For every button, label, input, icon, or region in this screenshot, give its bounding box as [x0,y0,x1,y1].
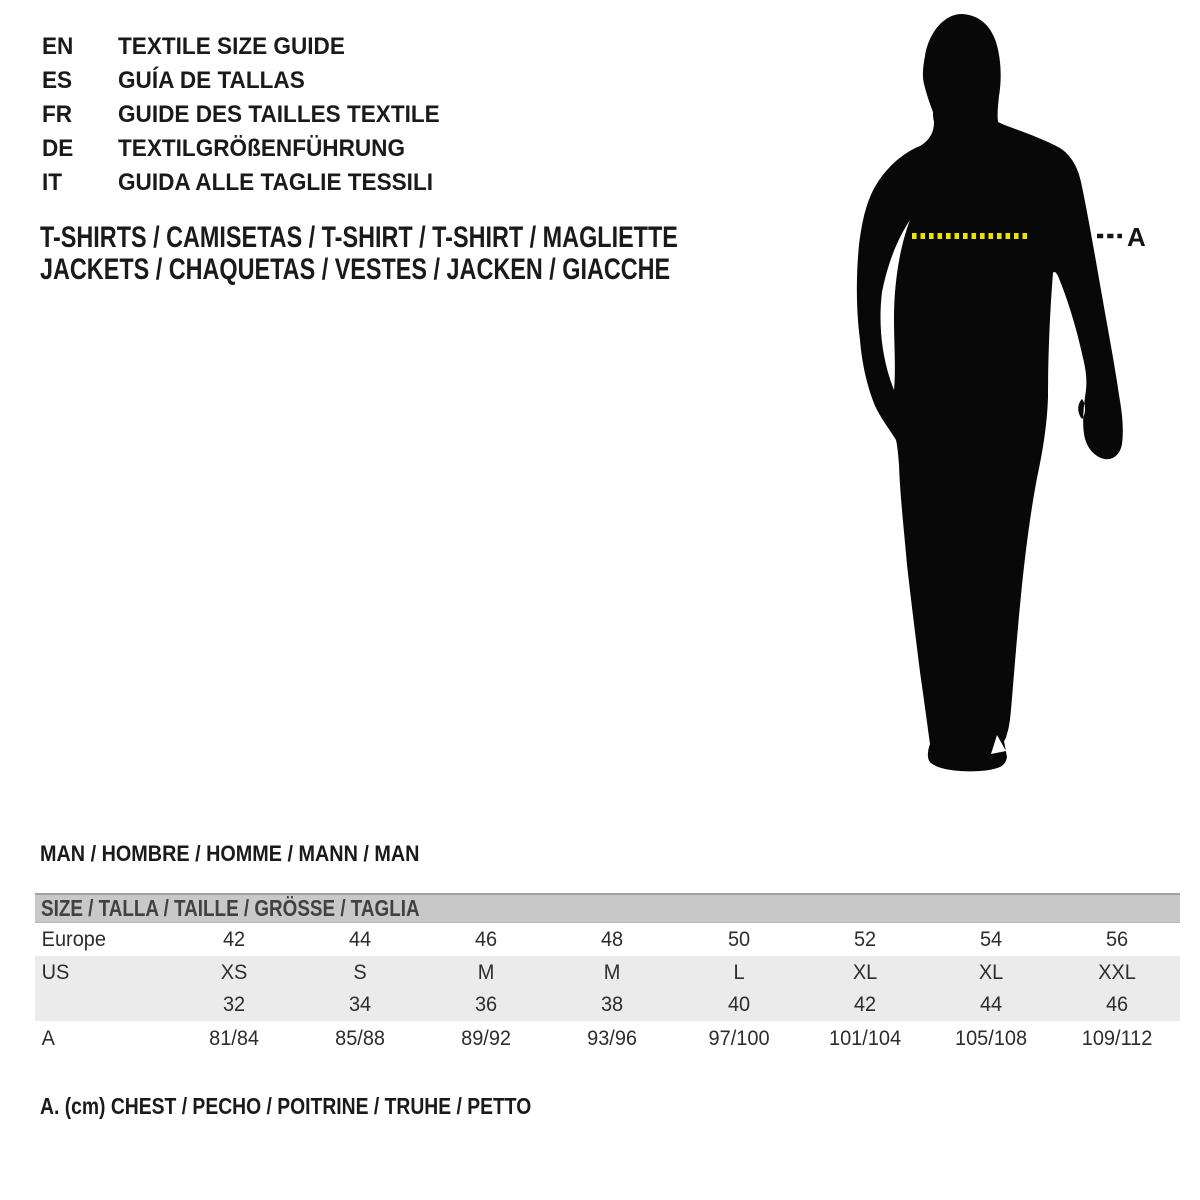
size-value: 38 [601,993,624,1016]
language-row-es [42,64,460,98]
language-row-en [42,30,460,64]
man-silhouette [857,14,1123,771]
table-row-numeric [35,989,1180,1021]
language-row-fr [42,98,460,132]
language-code-de: DE [42,135,74,162]
language-title-fr: GUIDE DES TAILLES TEXTILE [118,101,440,128]
size-value: 36 [475,993,498,1016]
size-value: XS [220,960,248,984]
language-code-it: IT [42,169,63,196]
language-code-fr: FR [42,101,73,128]
size-value: L [733,960,745,984]
language-title-de: TEXTILGRÖßENFÜHRUNG [118,135,406,162]
size-value: 97/100 [708,1027,770,1050]
man-figure [820,0,1200,800]
size-value: 34 [349,993,372,1016]
size-table-header-label: SIZE / TALLA / TAILLE / GRÖSSE / TAGLIA [41,895,420,921]
size-value: M [604,960,621,984]
size-value: 44 [349,927,372,951]
man-figure-svg [820,0,1200,800]
table-row-us [35,956,1180,989]
size-value: 52 [853,927,876,951]
size-value: XL [978,960,1004,984]
size-value: XL [852,960,877,984]
size-value: 101/104 [828,1027,901,1050]
measurement-footnote: A. (cm) CHEST / PECHO / POITRINE / TRUHE / PETTO [40,1093,532,1119]
size-value: 44 [979,993,1002,1016]
language-row-it [42,166,460,200]
size-value: XXL [1098,960,1136,984]
size-value: 32 [222,993,246,1016]
row-label-europe: Europe [41,927,106,951]
size-value: M [478,960,495,984]
size-value: 50 [727,927,750,951]
size-value: 89/92 [461,1027,512,1050]
size-value: 85/88 [335,1027,386,1050]
size-value: 105/108 [954,1027,1027,1050]
shaded-row-band [35,956,1180,1021]
size-value: 81/84 [209,1027,260,1050]
size-value: 93/96 [587,1027,638,1050]
language-row-de [42,132,460,166]
language-list [42,30,460,200]
size-value: 48 [601,927,624,951]
size-value: 109/112 [1081,1027,1153,1050]
size-table-header [35,893,1180,923]
size-value: 56 [1105,927,1129,951]
size-value: 46 [1105,993,1129,1016]
table-row-europe [35,923,1180,956]
category-line-jackets: JACKETS / CHAQUETAS / VESTES / JACKEN / GIACCHE [40,253,671,286]
category-line-tshirts: T-SHIRTS / CAMISETAS / T-SHIRT / T-SHIRT / MAGLIETTE [40,221,678,254]
language-title-en: TEXTILE SIZE GUIDE [118,33,345,60]
language-title-es: GUÍA DE TALLAS [118,67,305,94]
section-title-man: MAN / HOMBRE / HOMME / MANN / MAN [40,841,420,866]
row-label-a: A [41,1027,55,1050]
language-title-it: GUIDA ALLE TAGLIE TESSILI [118,169,434,196]
size-table [35,893,1180,1057]
size-value: 40 [727,993,750,1016]
size-value: S [353,960,367,984]
measurement-label-a: A [1127,222,1146,252]
table-row-chest [35,1021,1180,1057]
category-lines [40,222,858,286]
size-value: 46 [475,927,498,951]
size-value: 42 [222,927,246,951]
language-code-es: ES [42,67,73,94]
row-label-us: US [41,960,70,984]
size-value: 42 [853,993,876,1016]
size-value: 54 [979,927,1002,951]
language-code-en: EN [42,33,74,60]
